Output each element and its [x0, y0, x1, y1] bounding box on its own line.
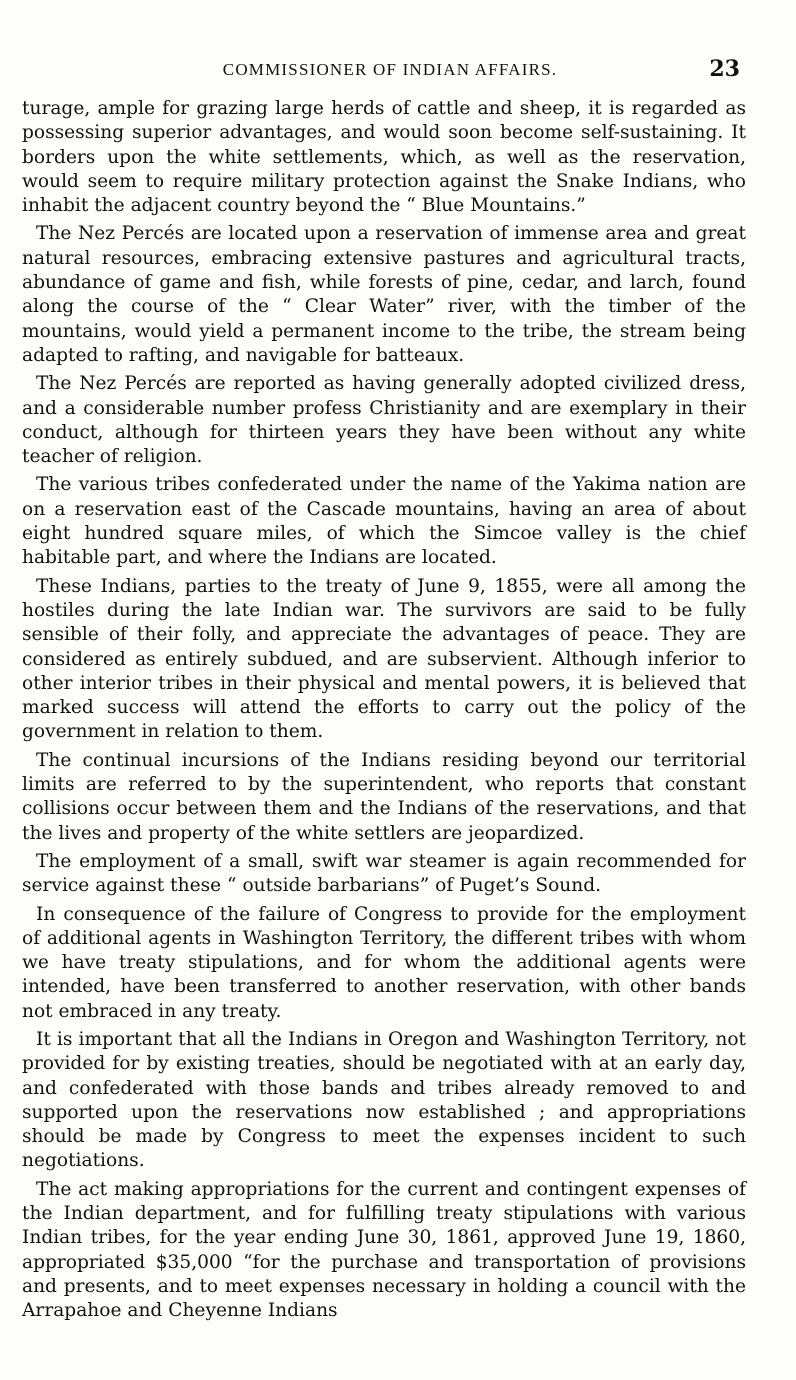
body-text	[22, 97, 746, 1324]
page-number: 23	[709, 56, 740, 82]
page-header	[40, 56, 740, 86]
paragraph-negotiations: It is important that all the Indians in Oregon and Washington Territory, not provided for by existing treaties, should be negotiated with at an early day, and confederated with those bands and tribes already removed to and supported upon the reservations now established ; and appropriations should be made by Congress to meet the expenses incident to such negotiations.	[22, 1028, 746, 1172]
paragraph-nez-perces-civilization: The Nez Percés are reported as having generally adopted civilized dress, and a considerable number profess Christianity and are exemplary in their conduct, although for thirteen years they have been without any white teacher of religion.	[22, 373, 746, 468]
paragraph-additional-agents: In consequence of the failure of Congress to provide for the employment of additional agents in Washington Territory, the different tribes with whom we have treaty stipulations, and for whom the additional agents were intended, have been transferred to another reservation, with other bands not embraced in any treaty.	[22, 903, 746, 1022]
paragraph-war-steamer: The employment of a small, swift war steamer is again recommended for service against these “ outside barbarians” of Puget’s Sound.	[22, 850, 746, 897]
paragraph-yakima-nation: The various tribes confederated under the name of the Yakima nation are on a reservation east of the Cascade mountains, having an area of about eight hundred square miles, of which the Simcoe valley is the chief habitable part, and where the Indians are located.	[22, 474, 746, 569]
paragraph-nez-perces-reservation: The Nez Percés are located upon a reservation of immense area and great natural resources, embracing extensive pastures and agricultural tracts, abundance of game and fish, while forests of pine, cedar, and larch, found along the course of the “ Clear Water” river, with the timber of the mountains, would yield a permanent income to the tribe, the stream being adapted to rafting, and navigable for batteaux.	[22, 223, 746, 366]
paragraph-treaty-hostiles: These Indians, parties to the treaty of June 9, 1855, were all among the hostiles during the late Indian war. The survivors are said to be fully sensible of their folly, and appreciate the advantages of peace. They are considered as entirely subdued, and are subservient. Although inferior to other interior tribes in their physical and mental powers, it is believed that marked success will attend the efforts to carry out the policy of the government in relation to them.	[22, 575, 746, 743]
paragraph-incursions: The continual incursions of the Indians residing beyond our territorial limits are referred to by the superintendent, who reports that constant collisions occur between them and the Indians of the reservations, and that the lives and property of the white settlers are jeopardized.	[22, 749, 746, 844]
paragraph-continued: turage, ample for grazing large herds of cattle and sheep, it is regarded as possessing superior advantages, and would soon become self-sustaining. It borders upon the white settlements, which, as well as the reservation, would seem to require military protection against the Snake Indians, who inhabit the adjacent country beyond the “ Blue Mountains.”	[22, 98, 746, 217]
running-head: COMMISSIONER OF INDIAN AFFAIRS.	[222, 60, 558, 79]
paragraph-appropriations-act: The act making appropriations for the current and contingent expenses of the Indian department, and for fulfilling treaty stipulations with various Indian tribes, for the year ending June 30, 1861, approved June 19, 1860, appropriated $35,000 “for the purchase and transportation of provisions and presents, and to meet expenses necessary in holding a council with the Arrapahoe and Cheyenne Indians	[22, 1178, 746, 1322]
